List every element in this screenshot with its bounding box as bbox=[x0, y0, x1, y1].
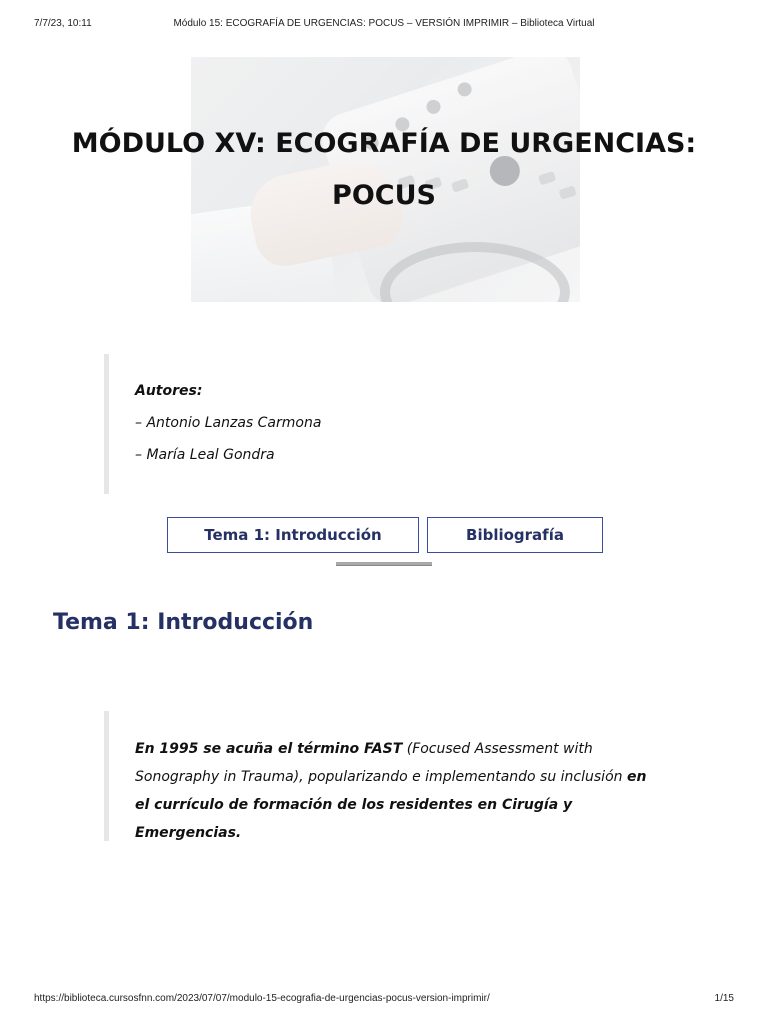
page-counter: 1/15 bbox=[714, 993, 734, 1004]
intro-quote bbox=[104, 711, 669, 841]
section-heading: Tema 1: Introducción bbox=[53, 610, 314, 635]
tab-bibliografia[interactable]: Bibliografía bbox=[427, 517, 603, 553]
print-url: https://biblioteca.cursosfnn.com/2023/07/07/modulo-15-ecografia-de-urgencias-pocus-version-imprimir/ bbox=[34, 993, 490, 1004]
intro-bold-start: En 1995 se acuña el término FAST bbox=[135, 741, 403, 757]
page-title-line1: MÓDULO XV: ECOGRAFÍA DE URGENCIAS: bbox=[71, 128, 697, 159]
author-item: – Antonio Lanzas Carmona bbox=[135, 415, 322, 431]
page-title-line2: POCUS bbox=[332, 180, 436, 211]
authors-heading: Autores: bbox=[135, 383, 203, 399]
print-page-title: Módulo 15: ECOGRAFÍA DE URGENCIAS: POCUS – VERSIÓN IMPRIMIR – Biblioteca Virtual bbox=[173, 18, 595, 29]
page-title bbox=[60, 118, 708, 222]
active-tab-indicator bbox=[336, 562, 432, 566]
tab-introduccion[interactable]: Tema 1: Introducción bbox=[167, 517, 419, 553]
author-item: – María Leal Gondra bbox=[135, 447, 275, 463]
intro-bold-end: en el currículo de formación de los residentes en Cirugía y Emergencias. bbox=[135, 769, 647, 841]
authors-block bbox=[104, 354, 709, 494]
intro-paragraph bbox=[135, 735, 665, 847]
print-datetime: 7/7/23, 10:11 bbox=[34, 18, 92, 29]
print-header bbox=[0, 0, 768, 28]
intro-text: (Focused Assessment with Sonography in Trauma), popularizando e implementando su inclusión bbox=[135, 741, 627, 785]
